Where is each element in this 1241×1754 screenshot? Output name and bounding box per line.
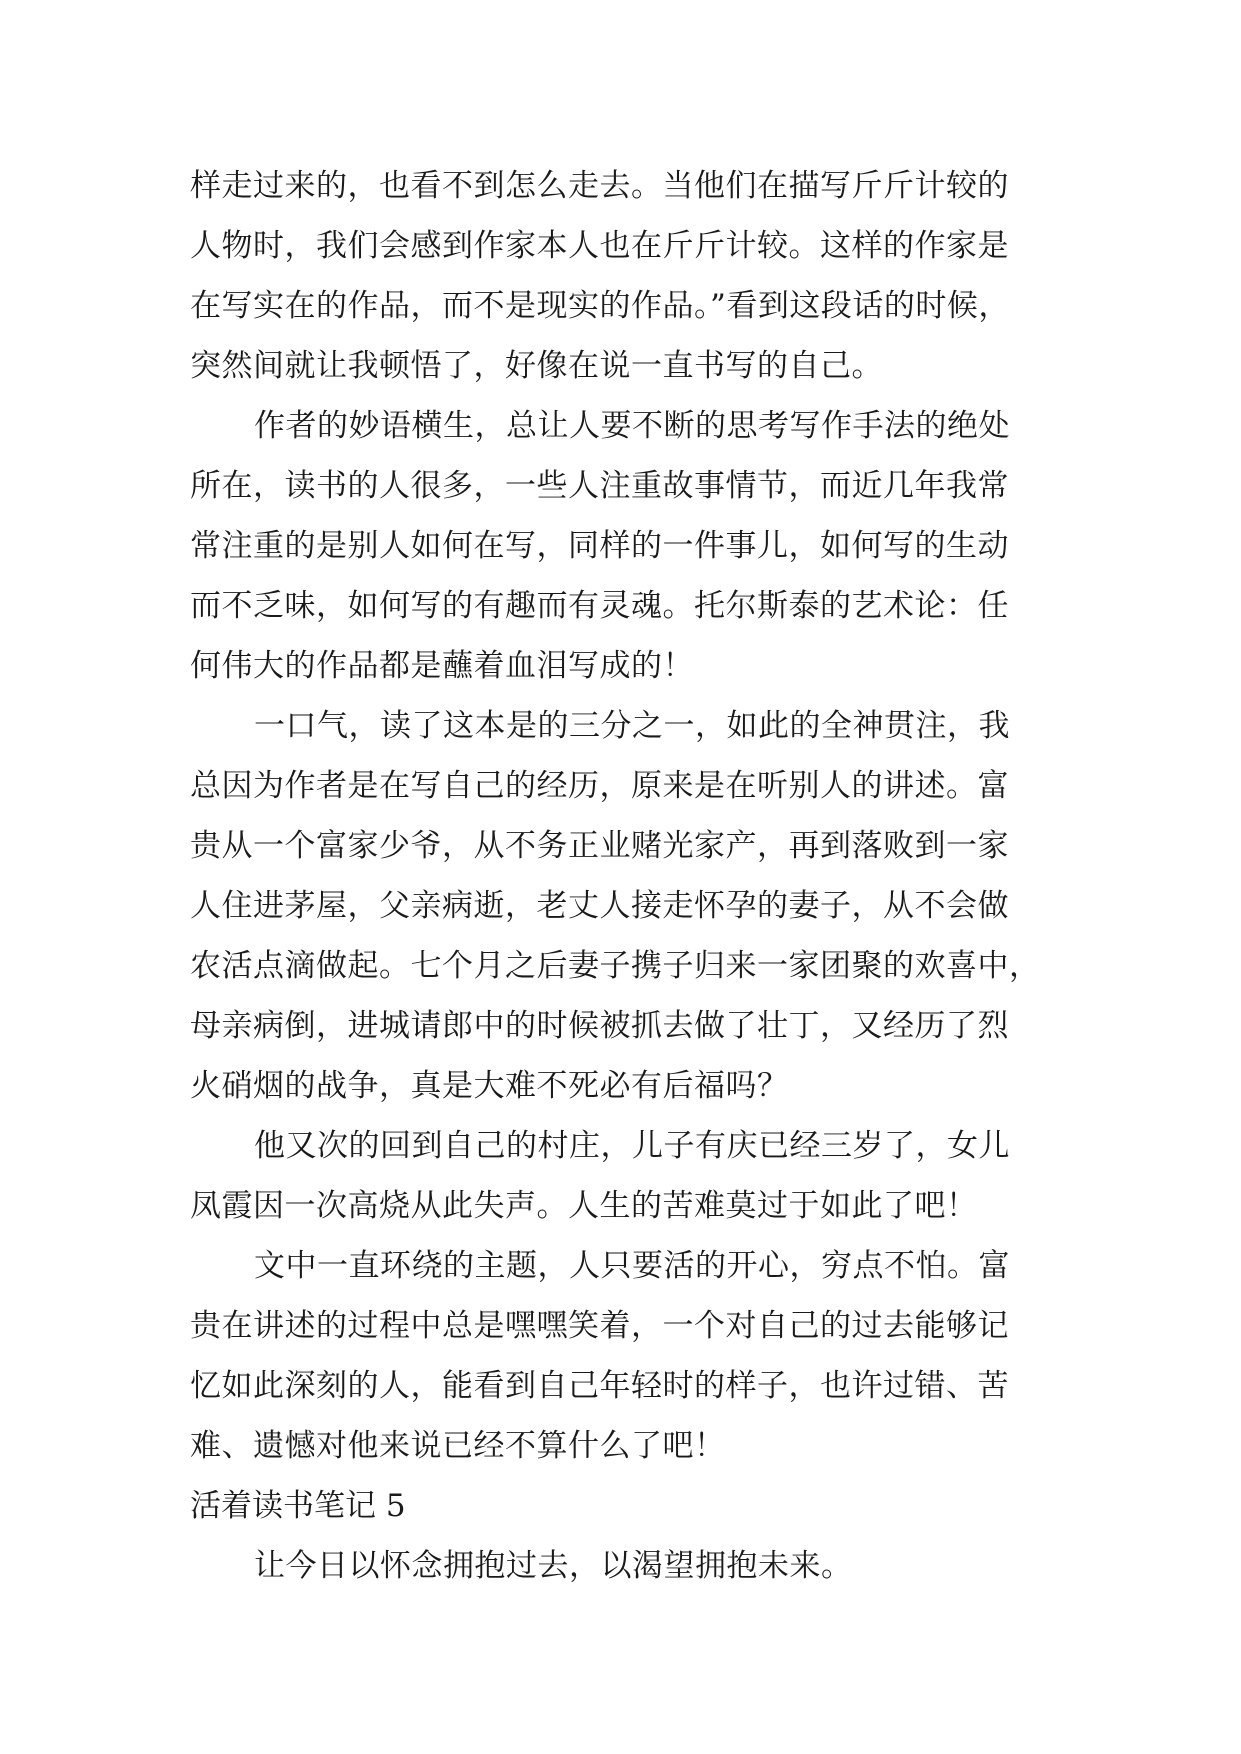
paragraph-lines-after-heading: [190, 1536, 1050, 1596]
document-body: [190, 156, 1050, 1596]
text-line: 样走过来的，也看不到怎么走去。当他们在描写斤斤计较的: [190, 168, 1009, 204]
section-heading: 活着读书笔记 5: [190, 1488, 406, 1524]
text-line: 而不乏味，如何写的有趣而有灵魂。托尔斯泰的艺术论：任: [190, 588, 1009, 624]
text-line: 人住进茅屋，父亲病逝，老丈人接走怀孕的妻子，从不会做: [190, 888, 1009, 924]
text-line: 一口气，读了这本是的三分之一，如此的全神贯注，我: [254, 708, 1010, 744]
text-line: 凤霞因一次高烧从此失声。人生的苦难莫过于如此了吧！: [190, 1188, 978, 1224]
text-line: 难、遗憾对他来说已经不算什么了吧！: [190, 1428, 726, 1464]
text-line: 何伟大的作品都是蘸着血泪写成的！: [190, 648, 694, 684]
text-line: 人物时，我们会感到作家本人也在斤斤计较。这样的作家是: [190, 228, 1009, 264]
text-line: 文中一直环绕的主题，人只要活的开心，穷点不怕。富: [254, 1248, 1010, 1284]
text-line: 他又次的回到自己的村庄，儿子有庆已经三岁了，女儿: [254, 1128, 1010, 1164]
text-line: 突然间就让我顿悟了，好像在说一直书写的自己。: [190, 348, 883, 384]
text-line: 母亲病倒，进城请郎中的时候被抓去做了壮丁，又经历了烈: [190, 1008, 1009, 1044]
text-line: 忆如此深刻的人，能看到自己年轻时的样子，也许过错、苦: [190, 1368, 1009, 1404]
text-line: 常注重的是别人如何在写，同样的一件事儿，如何写的生动: [190, 528, 1009, 564]
text-line: 火硝烟的战争，真是大难不死必有后福吗？: [190, 1068, 789, 1104]
text-line: 贵在讲述的过程中总是嘿嘿笑着，一个对自己的过去能够记: [190, 1308, 1009, 1344]
text-line: 贵从一个富家少爷，从不务正业赌光家产，再到落败到一家: [190, 828, 1009, 864]
text-line: 所在，读书的人很多，一些人注重故事情节，而近几年我常: [190, 468, 1009, 504]
text-line: 农活点滴做起。七个月之后妻子携子归来一家团聚的欢喜中，: [190, 948, 1041, 984]
text-line: 作者的妙语横生，总让人要不断的思考写作手法的绝处: [254, 408, 1010, 444]
text-line: 让今日以怀念拥抱过去，以渴望拥抱未来。: [254, 1548, 853, 1584]
text-line: 总因为作者是在写自己的经历，原来是在听别人的讲述。富: [190, 768, 1009, 804]
text-line: 在写实在的作品，而不是现实的作品。”看到这段话的时候，: [190, 288, 1010, 324]
paragraph-lines: [190, 156, 1050, 1476]
